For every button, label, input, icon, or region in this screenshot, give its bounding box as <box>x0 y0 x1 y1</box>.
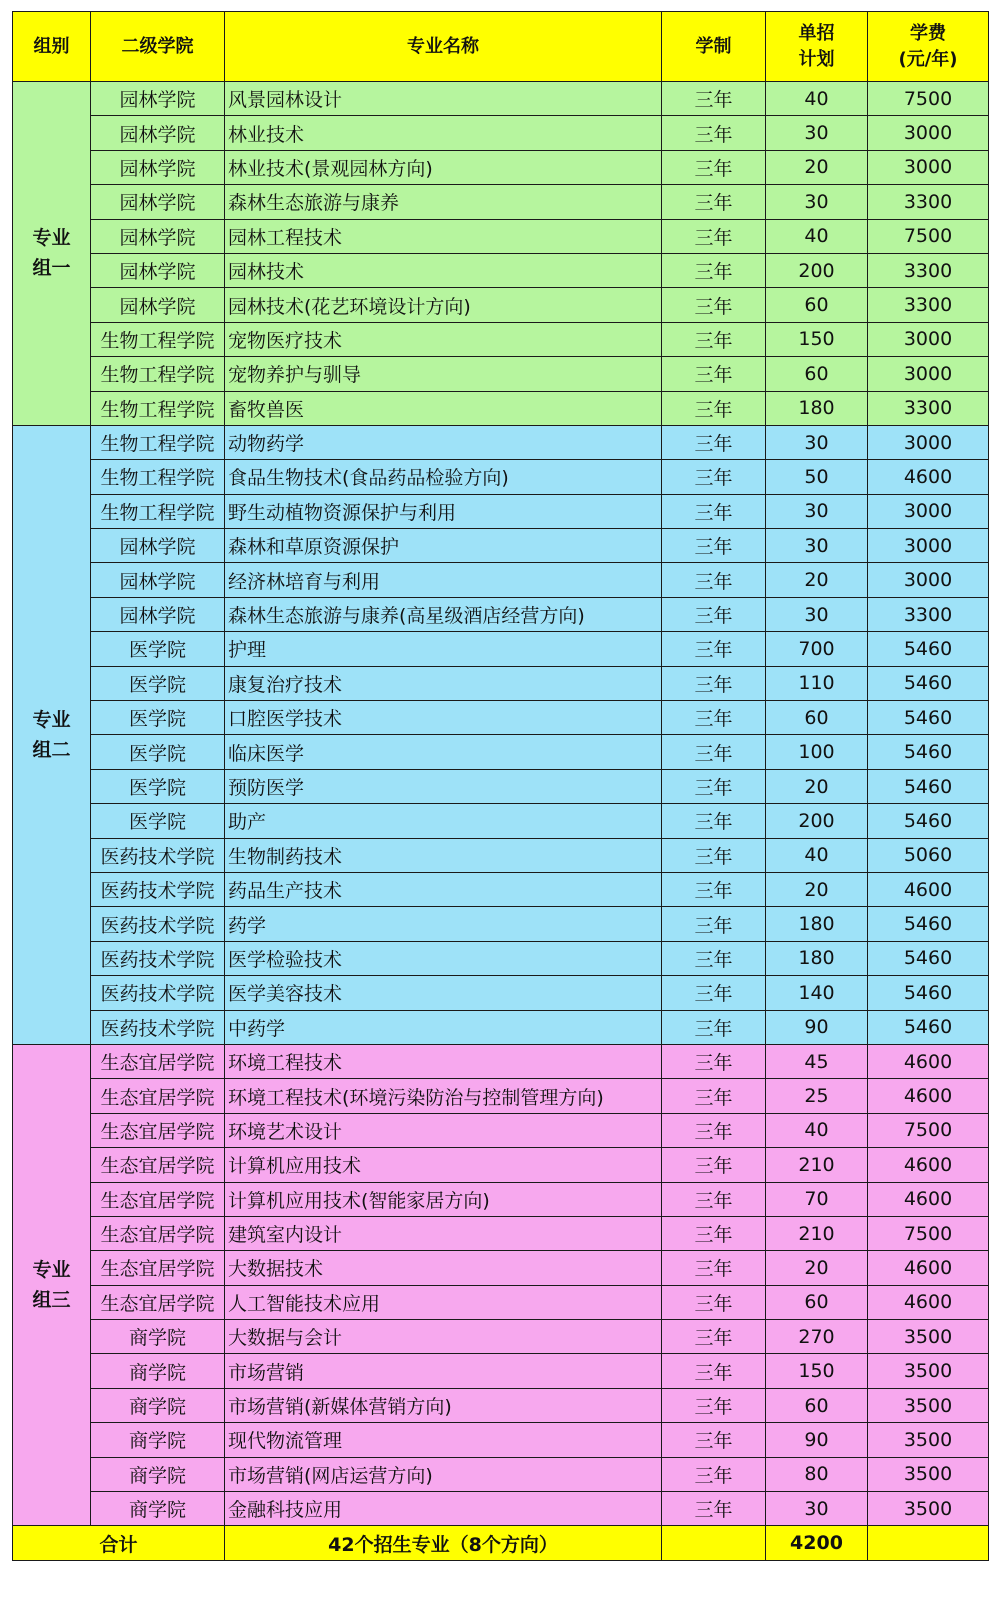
table-row <box>13 976 989 1010</box>
cell-duration: 三年 <box>662 1010 766 1044</box>
cell-duration: 三年 <box>662 735 766 769</box>
cell-fee: 5460 <box>868 941 989 975</box>
table-row <box>13 391 989 425</box>
cell-fee: 4600 <box>868 1044 989 1078</box>
cell-major: 宠物养护与驯导 <box>225 357 662 391</box>
cell-college: 医学院 <box>91 804 225 838</box>
cell-duration: 三年 <box>662 150 766 184</box>
total-summary: 42个招生专业（8个方向） <box>225 1526 662 1561</box>
cell-fee: 3000 <box>868 116 989 150</box>
cell-major: 药品生产技术 <box>225 872 662 906</box>
cell-plan: 90 <box>766 1423 868 1457</box>
cell-duration: 三年 <box>662 494 766 528</box>
cell-plan: 30 <box>766 1492 868 1526</box>
cell-college: 生态宜居学院 <box>91 1113 225 1147</box>
cell-duration: 三年 <box>662 838 766 872</box>
cell-college: 园林学院 <box>91 185 225 219</box>
cell-plan: 60 <box>766 701 868 735</box>
cell-fee: 4600 <box>868 1182 989 1216</box>
cell-plan: 30 <box>766 185 868 219</box>
cell-college: 商学院 <box>91 1354 225 1388</box>
cell-college: 生物工程学院 <box>91 357 225 391</box>
cell-college: 生物工程学院 <box>91 425 225 459</box>
cell-fee: 7500 <box>868 1113 989 1147</box>
cell-fee: 5460 <box>868 804 989 838</box>
header-fee-line1: 学费 <box>910 22 946 44</box>
group-label-line1: 专业 <box>32 227 71 250</box>
cell-fee: 3500 <box>868 1457 989 1491</box>
cell-plan: 20 <box>766 1251 868 1285</box>
table-row <box>13 632 989 666</box>
cell-college: 商学院 <box>91 1492 225 1526</box>
cell-major: 预防医学 <box>225 769 662 803</box>
table-row <box>13 1285 989 1319</box>
cell-plan: 50 <box>766 460 868 494</box>
cell-fee: 3500 <box>868 1492 989 1526</box>
cell-plan: 150 <box>766 1354 868 1388</box>
group-label-line2: 组三 <box>32 1289 71 1312</box>
cell-major: 临床医学 <box>225 735 662 769</box>
header-row <box>13 12 989 82</box>
cell-major: 风景园林设计 <box>225 82 662 116</box>
table-row <box>13 529 989 563</box>
table-row <box>13 1079 989 1113</box>
cell-duration: 三年 <box>662 597 766 631</box>
cell-duration: 三年 <box>662 322 766 356</box>
cell-plan: 200 <box>766 253 868 287</box>
table-row <box>13 1457 989 1491</box>
cell-duration: 三年 <box>662 460 766 494</box>
cell-college: 园林学院 <box>91 563 225 597</box>
table-row <box>13 494 989 528</box>
cell-major: 畜牧兽医 <box>225 391 662 425</box>
cell-major: 市场营销(新媒体营销方向) <box>225 1388 662 1422</box>
cell-fee: 3000 <box>868 425 989 459</box>
cell-fee: 3500 <box>868 1354 989 1388</box>
cell-college: 医学院 <box>91 632 225 666</box>
cell-fee: 3300 <box>868 253 989 287</box>
table-row <box>13 150 989 184</box>
cell-major: 园林工程技术 <box>225 219 662 253</box>
cell-plan: 40 <box>766 1113 868 1147</box>
cell-major: 市场营销(网店运营方向) <box>225 1457 662 1491</box>
cell-college: 园林学院 <box>91 253 225 287</box>
cell-fee: 5460 <box>868 701 989 735</box>
cell-fee: 3300 <box>868 597 989 631</box>
cell-plan: 180 <box>766 391 868 425</box>
group-label-line2: 组一 <box>32 257 71 280</box>
cell-fee: 7500 <box>868 82 989 116</box>
cell-major: 野生动植物资源保护与利用 <box>225 494 662 528</box>
cell-fee: 3000 <box>868 529 989 563</box>
cell-major: 人工智能技术应用 <box>225 1285 662 1319</box>
table-row <box>13 666 989 700</box>
table-row <box>13 460 989 494</box>
cell-plan: 270 <box>766 1320 868 1354</box>
table-row <box>13 1354 989 1388</box>
table-row <box>13 1251 989 1285</box>
cell-plan: 30 <box>766 116 868 150</box>
cell-college: 医学院 <box>91 666 225 700</box>
cell-duration: 三年 <box>662 1216 766 1250</box>
cell-plan: 210 <box>766 1216 868 1250</box>
cell-plan: 150 <box>766 322 868 356</box>
table-row <box>13 872 989 906</box>
cell-major: 森林和草原资源保护 <box>225 529 662 563</box>
cell-college: 园林学院 <box>91 219 225 253</box>
cell-plan: 60 <box>766 288 868 322</box>
cell-duration: 三年 <box>662 357 766 391</box>
table-body <box>13 82 989 1526</box>
cell-major: 大数据技术 <box>225 1251 662 1285</box>
cell-college: 生物工程学院 <box>91 322 225 356</box>
table-row <box>13 804 989 838</box>
cell-plan: 70 <box>766 1182 868 1216</box>
cell-college: 园林学院 <box>91 529 225 563</box>
cell-duration: 三年 <box>662 941 766 975</box>
cell-plan: 200 <box>766 804 868 838</box>
cell-fee: 5460 <box>868 632 989 666</box>
cell-duration: 三年 <box>662 1182 766 1216</box>
cell-fee: 5460 <box>868 1010 989 1044</box>
cell-duration: 三年 <box>662 666 766 700</box>
cell-major: 林业技术 <box>225 116 662 150</box>
cell-major: 森林生态旅游与康养 <box>225 185 662 219</box>
cell-plan: 25 <box>766 1079 868 1113</box>
cell-college: 商学院 <box>91 1423 225 1457</box>
cell-college: 生物工程学院 <box>91 391 225 425</box>
cell-duration: 三年 <box>662 701 766 735</box>
cell-plan: 30 <box>766 425 868 459</box>
group-label-line2: 组二 <box>32 738 71 761</box>
cell-fee: 4600 <box>868 1079 989 1113</box>
cell-fee: 3300 <box>868 185 989 219</box>
group-label <box>13 425 91 1044</box>
cell-fee: 5460 <box>868 769 989 803</box>
cell-fee: 3500 <box>868 1423 989 1457</box>
cell-fee: 3000 <box>868 357 989 391</box>
table-row <box>13 82 989 116</box>
cell-major: 医学美容技术 <box>225 976 662 1010</box>
header-fee-line2: (元/年) <box>898 48 958 70</box>
cell-major: 经济林培育与利用 <box>225 563 662 597</box>
cell-duration: 三年 <box>662 1079 766 1113</box>
cell-fee: 3300 <box>868 391 989 425</box>
cell-duration: 三年 <box>662 1148 766 1182</box>
cell-duration: 三年 <box>662 219 766 253</box>
cell-plan: 30 <box>766 597 868 631</box>
cell-college: 生态宜居学院 <box>91 1285 225 1319</box>
cell-fee: 3000 <box>868 150 989 184</box>
cell-duration: 三年 <box>662 1354 766 1388</box>
cell-college: 园林学院 <box>91 288 225 322</box>
cell-duration: 三年 <box>662 391 766 425</box>
cell-fee: 5460 <box>868 907 989 941</box>
cell-fee: 3300 <box>868 288 989 322</box>
cell-plan: 45 <box>766 1044 868 1078</box>
table-row <box>13 701 989 735</box>
cell-college: 园林学院 <box>91 150 225 184</box>
table-row <box>13 1492 989 1526</box>
group-label-line1: 专业 <box>32 1259 71 1282</box>
cell-plan: 20 <box>766 150 868 184</box>
cell-college: 医药技术学院 <box>91 941 225 975</box>
header-plan-line1: 单招 <box>798 22 835 44</box>
cell-major: 计算机应用技术(智能家居方向) <box>225 1182 662 1216</box>
cell-major: 建筑室内设计 <box>225 1216 662 1250</box>
cell-fee: 3500 <box>868 1388 989 1422</box>
cell-college: 生物工程学院 <box>91 460 225 494</box>
table-row <box>13 219 989 253</box>
cell-duration: 三年 <box>662 1285 766 1319</box>
cell-duration: 三年 <box>662 1388 766 1422</box>
table-row <box>13 597 989 631</box>
table-row <box>13 1113 989 1147</box>
cell-college: 医学院 <box>91 735 225 769</box>
cell-duration: 三年 <box>662 872 766 906</box>
cell-fee: 3500 <box>868 1320 989 1354</box>
cell-college: 园林学院 <box>91 597 225 631</box>
cell-fee: 4600 <box>868 1251 989 1285</box>
cell-college: 生态宜居学院 <box>91 1216 225 1250</box>
cell-duration: 三年 <box>662 1044 766 1078</box>
cell-duration: 三年 <box>662 769 766 803</box>
cell-college: 医药技术学院 <box>91 872 225 906</box>
cell-college: 园林学院 <box>91 116 225 150</box>
cell-plan: 80 <box>766 1457 868 1491</box>
cell-plan: 180 <box>766 941 868 975</box>
group-label-line1: 专业 <box>32 708 71 731</box>
cell-duration: 三年 <box>662 425 766 459</box>
cell-duration: 三年 <box>662 1457 766 1491</box>
table-row <box>13 1148 989 1182</box>
cell-college: 生态宜居学院 <box>91 1182 225 1216</box>
cell-fee: 5460 <box>868 666 989 700</box>
cell-plan: 140 <box>766 976 868 1010</box>
cell-major: 林业技术(景观园林方向) <box>225 150 662 184</box>
cell-major: 中药学 <box>225 1010 662 1044</box>
cell-fee: 7500 <box>868 1216 989 1250</box>
cell-major: 宠物医疗技术 <box>225 322 662 356</box>
cell-college: 商学院 <box>91 1320 225 1354</box>
table-row <box>13 838 989 872</box>
cell-fee: 5060 <box>868 838 989 872</box>
cell-major: 动物药学 <box>225 425 662 459</box>
cell-major: 食品生物技术(食品药品检验方向) <box>225 460 662 494</box>
cell-plan: 20 <box>766 872 868 906</box>
cell-fee: 3000 <box>868 322 989 356</box>
table-row <box>13 116 989 150</box>
group-label <box>13 82 91 426</box>
cell-fee: 4600 <box>868 1285 989 1319</box>
group-label <box>13 1044 91 1525</box>
cell-duration: 三年 <box>662 288 766 322</box>
cell-fee: 4600 <box>868 1148 989 1182</box>
total-row <box>13 1526 989 1561</box>
cell-fee: 3000 <box>868 494 989 528</box>
header-major: 专业名称 <box>225 12 662 82</box>
enrollment-table-container <box>12 11 988 1561</box>
header-group: 组别 <box>13 12 91 82</box>
cell-major: 药学 <box>225 907 662 941</box>
cell-duration: 三年 <box>662 253 766 287</box>
cell-duration: 三年 <box>662 116 766 150</box>
header-college: 二级学院 <box>91 12 225 82</box>
cell-major: 金融科技应用 <box>225 1492 662 1526</box>
cell-plan: 40 <box>766 838 868 872</box>
cell-major: 环境艺术设计 <box>225 1113 662 1147</box>
cell-major: 护理 <box>225 632 662 666</box>
cell-duration: 三年 <box>662 976 766 1010</box>
cell-plan: 60 <box>766 1285 868 1319</box>
cell-college: 商学院 <box>91 1388 225 1422</box>
cell-college: 医药技术学院 <box>91 1010 225 1044</box>
table-row <box>13 185 989 219</box>
header-duration: 学制 <box>662 12 766 82</box>
cell-plan: 20 <box>766 563 868 597</box>
cell-duration: 三年 <box>662 529 766 563</box>
cell-duration: 三年 <box>662 185 766 219</box>
table-row <box>13 1044 989 1078</box>
cell-major: 市场营销 <box>225 1354 662 1388</box>
cell-plan: 60 <box>766 1388 868 1422</box>
cell-fee: 4600 <box>868 460 989 494</box>
cell-fee: 5460 <box>868 976 989 1010</box>
cell-fee: 4600 <box>868 872 989 906</box>
cell-college: 生态宜居学院 <box>91 1044 225 1078</box>
header-fee <box>868 12 989 82</box>
table-row <box>13 288 989 322</box>
cell-major: 环境工程技术 <box>225 1044 662 1078</box>
cell-duration: 三年 <box>662 1320 766 1354</box>
total-plan: 4200 <box>766 1526 868 1561</box>
cell-major: 大数据与会计 <box>225 1320 662 1354</box>
cell-plan: 700 <box>766 632 868 666</box>
cell-major: 园林技术 <box>225 253 662 287</box>
cell-college: 商学院 <box>91 1457 225 1491</box>
cell-fee: 7500 <box>868 219 989 253</box>
cell-major: 生物制药技术 <box>225 838 662 872</box>
cell-major: 康复治疗技术 <box>225 666 662 700</box>
cell-college: 生态宜居学院 <box>91 1079 225 1113</box>
table-row <box>13 425 989 459</box>
table-row <box>13 1216 989 1250</box>
cell-fee: 5460 <box>868 735 989 769</box>
cell-college: 生物工程学院 <box>91 494 225 528</box>
table-row <box>13 1423 989 1457</box>
table-row <box>13 357 989 391</box>
cell-major: 医学检验技术 <box>225 941 662 975</box>
cell-plan: 60 <box>766 357 868 391</box>
cell-duration: 三年 <box>662 1113 766 1147</box>
cell-college: 医药技术学院 <box>91 838 225 872</box>
table-row <box>13 1010 989 1044</box>
cell-duration: 三年 <box>662 907 766 941</box>
cell-college: 生态宜居学院 <box>91 1148 225 1182</box>
cell-major: 计算机应用技术 <box>225 1148 662 1182</box>
cell-plan: 40 <box>766 82 868 116</box>
header-plan <box>766 12 868 82</box>
cell-college: 医学院 <box>91 769 225 803</box>
cell-plan: 210 <box>766 1148 868 1182</box>
table-row <box>13 253 989 287</box>
total-label: 合计 <box>13 1526 225 1561</box>
header-plan-line2: 计划 <box>798 48 835 70</box>
table-row <box>13 941 989 975</box>
cell-college: 医药技术学院 <box>91 976 225 1010</box>
cell-duration: 三年 <box>662 563 766 597</box>
table-row <box>13 735 989 769</box>
table-row <box>13 1388 989 1422</box>
cell-major: 园林技术(花艺环境设计方向) <box>225 288 662 322</box>
cell-duration: 三年 <box>662 632 766 666</box>
table-row <box>13 322 989 356</box>
cell-major: 环境工程技术(环境污染防治与控制管理方向) <box>225 1079 662 1113</box>
cell-duration: 三年 <box>662 1492 766 1526</box>
table-row <box>13 769 989 803</box>
cell-plan: 40 <box>766 219 868 253</box>
cell-duration: 三年 <box>662 1251 766 1285</box>
table-row <box>13 1320 989 1354</box>
cell-fee: 3000 <box>868 563 989 597</box>
cell-duration: 三年 <box>662 804 766 838</box>
table-row <box>13 907 989 941</box>
cell-plan: 110 <box>766 666 868 700</box>
enrollment-table <box>12 11 989 1561</box>
table-row <box>13 563 989 597</box>
cell-college: 园林学院 <box>91 82 225 116</box>
cell-college: 医学院 <box>91 701 225 735</box>
cell-major: 现代物流管理 <box>225 1423 662 1457</box>
cell-plan: 30 <box>766 529 868 563</box>
cell-major: 口腔医学技术 <box>225 701 662 735</box>
cell-major: 助产 <box>225 804 662 838</box>
cell-major: 森林生态旅游与康养(高星级酒店经营方向) <box>225 597 662 631</box>
cell-duration: 三年 <box>662 1423 766 1457</box>
cell-plan: 30 <box>766 494 868 528</box>
cell-college: 医药技术学院 <box>91 907 225 941</box>
table-row <box>13 1182 989 1216</box>
cell-plan: 180 <box>766 907 868 941</box>
cell-plan: 20 <box>766 769 868 803</box>
cell-duration: 三年 <box>662 82 766 116</box>
cell-college: 生态宜居学院 <box>91 1251 225 1285</box>
total-fee-empty <box>868 1526 989 1561</box>
cell-plan: 90 <box>766 1010 868 1044</box>
total-duration-empty <box>662 1526 766 1561</box>
cell-plan: 100 <box>766 735 868 769</box>
